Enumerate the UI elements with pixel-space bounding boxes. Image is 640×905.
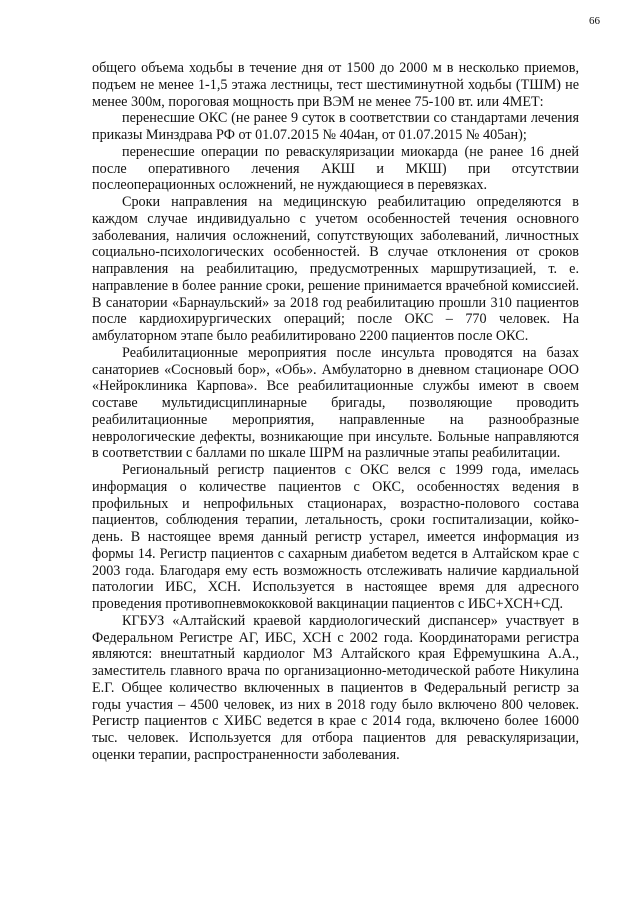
paragraph-referral-timing: Сроки направления на медицинскую реабилитацию определяются в каждом случае индивидуально с учетом особенностей течения основного заболевания, наличия осложнений, сопутствующих заболеваний, личностных социально-психологических особенностей. В случае отклонения от сроков направления на реабилитацию, предусмотренных маршрутизацией, т. е. направление в более ранние сроки, решение принимается врачебной комиссией. В санатории «Барнаульский» за 2018 год реабилитацию прошли 310 пациентов после кардиохирургических операций; после ОКС – 770 человек. На амбулаторном этапе было реабилитировано 2200 пациентов после ОКС. xyxy=(92,194,579,344)
paragraph-federal-registry: КГБУЗ «Алтайский краевой кардиологический диспансер» участвует в Федеральном Регистре АГ, ИБС, ХСН с 2002 года. Координаторами регистра являются: внештатный кардиолог МЗ Алтайского края Ефремушкина А.А., заместитель главного врача по организационно-методической работе Никулина Е.Г. Общее количество включенных в пациентов в Федеральный регистр за годы участия – 4500 человек, из них в 2018 году было включено 800 человек. Регистр пациентов с ХИБС ведется в крае с 2014 года, включено более 16000 тыс. человек. Используется для отбора пациентов для реваскуляризации, оценки терапии, распространенности заболевания. xyxy=(92,612,579,763)
paragraph-regional-registry: Региональный регистр пациентов с ОКС велся с 1999 года, имелась информация о количестве пациентов с ОКС, особенностях ведения в профильных и непрофильных стационарах, возрастно-полового состава пациентов, соблюдения терапии, летальность, сроки госпитализации, койко-день. В настоящее время данный регистр устарел, имеется информация из формы 14. Регистр пациентов с сахарным диабетом ведется в Алтайском крае с 2003 года. Благодаря ему есть возможность отслеживать наличие кардиальной патологии ИБС, ХСН. Используется в настоящее время для адресного проведения противопневмококковой вакцинации пациентов с ИБС+ХСН+СД. xyxy=(92,462,579,612)
page-number: 66 xyxy=(589,15,600,27)
paragraph-stroke-rehabilitation: Реабилитационные мероприятия после инсульта проводятся на базах санаториев «Сосновый бор», «Обь». Амбулаторно в дневном стационаре ООО «Нейроклиника Карпова». Все реабилитационные службы имеют в своем составе мультидисциплинарные бригады, позволяющие проводить реабилитационные мероприятия, направленные на разнообразные неврологические дефекты, возникающие при инсульте. Больные направляются в соответствии с баллами по шкале ШРМ на различные этапы реабилитации. xyxy=(92,344,579,462)
paragraph-revascularization-patients: перенесшие операции по реваскуляризации миокарда (не ранее 16 дней после оперативного лечения АКШ и МКШ) при отсутствии послеоперационных осложнений, не нуждающиеся в перевязках. xyxy=(92,143,579,194)
paragraph-acs-patients: перенесшие ОКС (не ранее 9 суток в соответствии со стандартами лечения приказы Минздрава РФ от 01.07.2015 № 404ан, от 01.07.2015 № 405ан); xyxy=(92,110,579,143)
document-body xyxy=(92,60,579,764)
paragraph-walking-criteria: общего объема ходьбы в течение дня от 1500 до 2000 м в несколько приемов, подъем не менее 1-1,5 этажа лестницы, тест шестиминутной ходьбы (ТШМ) не менее 300м, пороговая мощность при ВЭМ не менее 75-100 вт. или 4МЕТ: xyxy=(92,60,579,110)
